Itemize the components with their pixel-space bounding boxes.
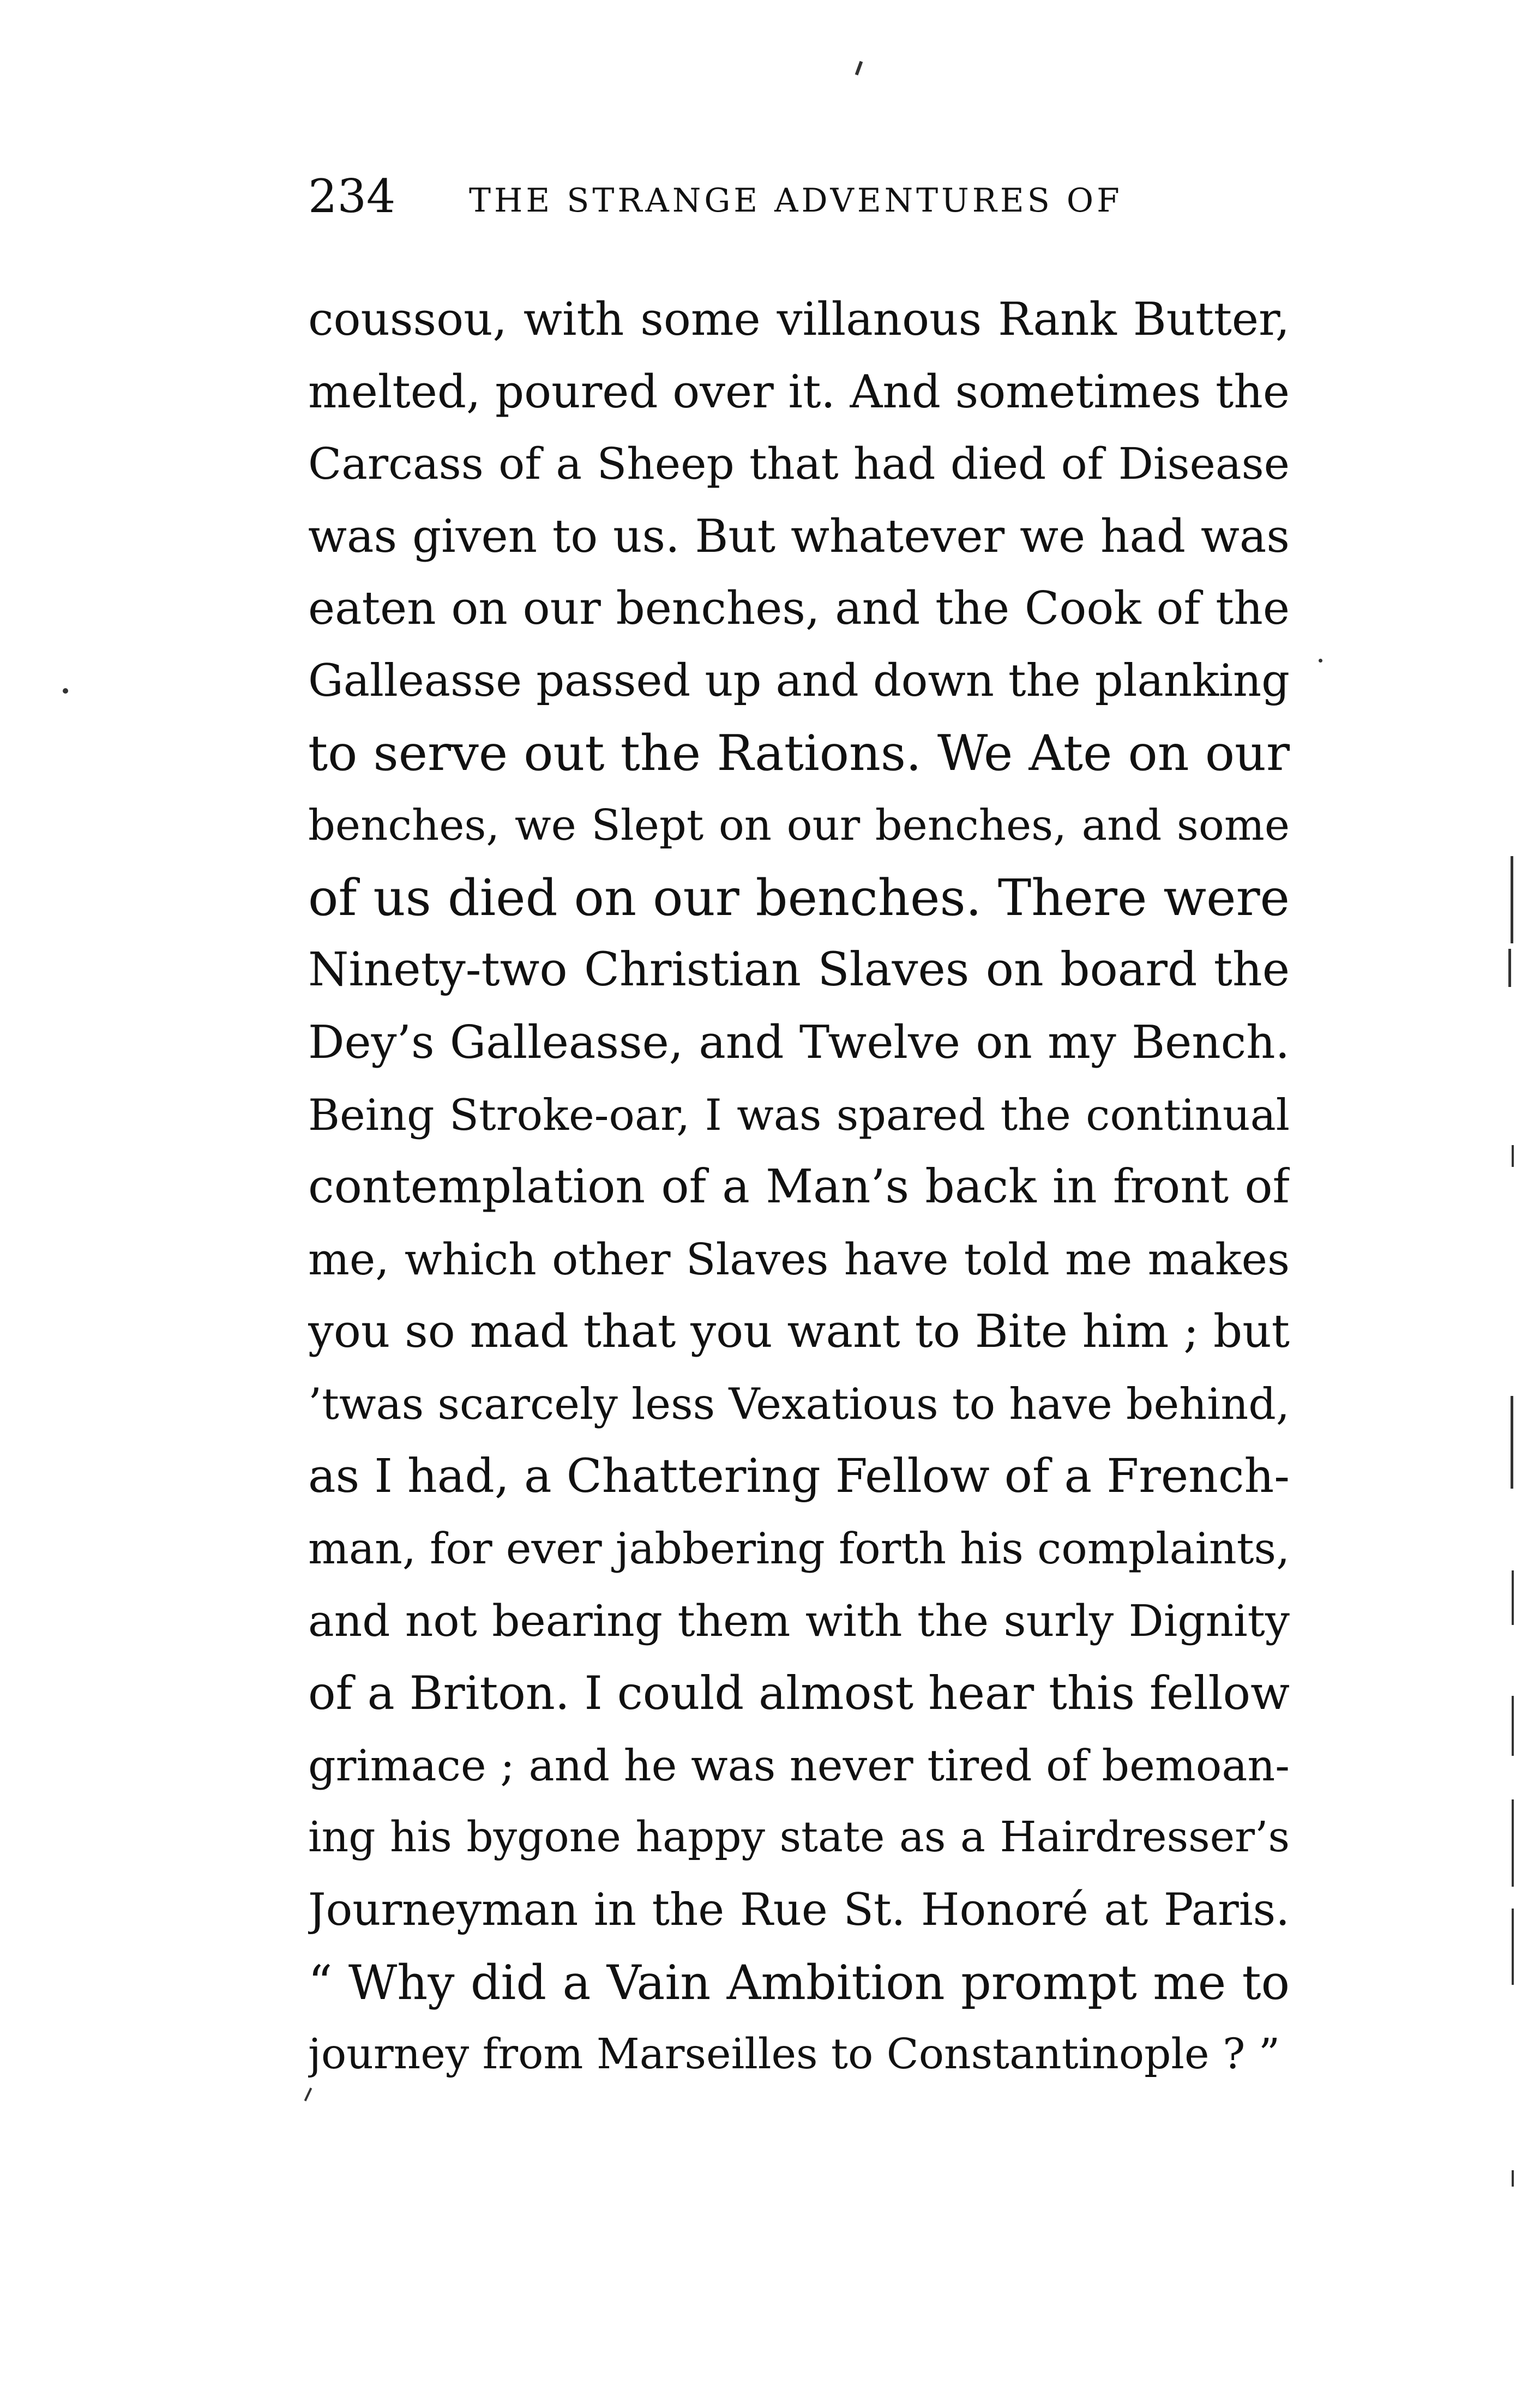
text-line: grimace ; and he was never tired of bemoan-	[308, 1740, 1290, 1791]
scan-speck	[1512, 2170, 1514, 2187]
text-line: you so mad that you want to Bite him ; but	[308, 1305, 1290, 1358]
text-line: Journeyman in the Rue St. Honoré at Paris.	[308, 1885, 1290, 1936]
page-number: 234	[308, 170, 396, 223]
text-line: to serve out the Rations. We Ate on our	[308, 724, 1290, 782]
scan-margin-line	[1512, 1909, 1514, 1985]
text-line: ing his bygone happy state as a Hairdresser’s	[308, 1813, 1290, 1862]
text-line: Dey’s Galleasse, and Twelve on my Bench.	[308, 1015, 1290, 1069]
text-line: man, for ever jabbering forth his complaints,	[308, 1524, 1290, 1574]
text-line: Carcass of a Sheep that had died of Disease	[308, 438, 1290, 490]
scan-speck	[1319, 659, 1322, 663]
scan-margin-line	[1511, 1396, 1513, 1489]
scan-margin-line	[1512, 1145, 1514, 1167]
text-line: and not bearing them with the surly Dignity	[308, 1595, 1290, 1646]
scan-speck	[63, 688, 68, 694]
text-line: melted, poured over it. And sometimes the	[308, 365, 1290, 418]
scan-speck	[855, 61, 863, 75]
text-line: journey from Marseilles to Constantinople ? ”	[308, 2030, 1280, 2079]
text-line: coussou, with some villanous Rank Butter,	[308, 293, 1290, 346]
text-line: Ninety-two Christian Slaves on board the	[308, 943, 1290, 997]
running-head: THE STRANGE ADVENTURES OF	[469, 182, 1123, 220]
text-line: me, which other Slaves have told me makes	[308, 1233, 1290, 1285]
text-line: Galleasse passed up and down the planking	[308, 655, 1290, 707]
text-line: “ Why did a Vain Ambition prompt me to	[308, 1954, 1290, 2010]
text-line: was given to us. But whatever we had was	[308, 509, 1290, 563]
scan-margin-line	[1508, 949, 1511, 987]
scan-margin-line	[1512, 1696, 1514, 1756]
text-line: contemplation of a Man’s back in front of	[308, 1160, 1290, 1214]
body-text	[308, 284, 1290, 2091]
text-line: as I had, a Chattering Fellow of a French-	[308, 1449, 1290, 1503]
scan-margin-line	[1512, 1570, 1514, 1625]
text-line: Being Stroke-oar, I was spared the continual	[308, 1089, 1290, 1140]
text-line: of a Briton. I could almost hear this fellow	[308, 1666, 1290, 1720]
text-line: ’twas scarcely less Vexatious to have behind,	[308, 1378, 1290, 1429]
scan-margin-line	[1511, 856, 1513, 943]
text-line: benches, we Slept on our benches, and some	[308, 801, 1290, 851]
text-line: of us died on our benches. There were	[308, 868, 1290, 927]
scan-margin-line	[1512, 1799, 1514, 1887]
text-line: eaten on our benches, and the Cook of the	[308, 582, 1290, 635]
